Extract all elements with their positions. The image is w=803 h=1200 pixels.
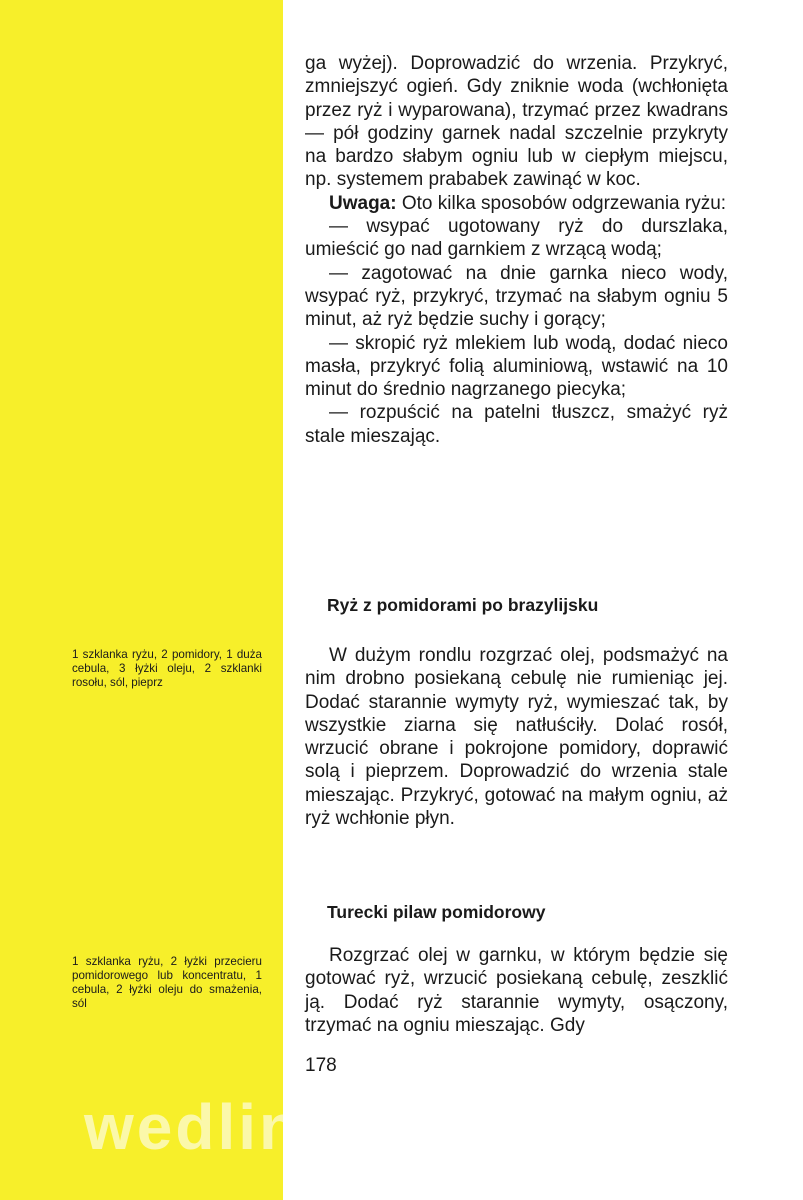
recipe-text: W dużym rondlu rozgrzać olej, podsmażyć na nim drobno posiekaną cebulę nie rumieniąc jej. Dodać starannie wymyty ryż, wymieszać tak, by wszystkie ziarna się natłuściły. Dolać rosół, wrzucić obrane i pokrojone pomidory, doprawić solą i pieprzem. Doprowadzić do wrzenia stale mieszając. Przykryć, gotować na małym ogniu, aż ryż wchłonie płyn. [305,645,728,830]
recipe-title-brazilian-rice: Ryż z pomidorami po brazylijsku [327,595,599,615]
tip-item: — wsypać ugotowany ryż do durszlaka, umieścić go nad garnkiem z wrzącą wodą; [305,216,728,261]
yellow-sidebar [0,0,283,1200]
page-number: 178 [305,1055,337,1076]
note-label: Uwaga: [329,192,397,214]
recipe-body-brazilian-rice [305,644,728,830]
tip-item: — skropić ryż mlekiem lub wodą, dodać nieco masła, przykryć folią aluminiową, wstawić na 10 minut do średnio nagrzanego piecyka; [305,332,728,401]
continuation-text: ga wyżej). Doprowadzić do wrzenia. Przykryć, zmniejszyć ogień. Gdy zniknie woda (wchłonięta przez ryż i wyparowana), trzymać przez kwadrans — pół godziny garnek nadal szczelnie przykryty na bardzo słabym ogniu lub w ciepłym miejscu, np. systemem prababek zawinąć w koc. [305,53,728,191]
note-paragraph [305,192,728,215]
continuation-block [305,52,728,448]
note-text: Oto kilka sposobów odgrzewania ryżu: [396,192,727,214]
recipe-title-turkish-pilaf: Turecki pilaw pomidorowy [327,902,546,922]
tip-item: — zagotować na dnie garnka nieco wody, wsypać ryż, przykryć, trzymać na słabym ogniu 5 minut, aż ryż będzie suchy i gorący; [305,262,728,331]
ingredients-list-2: 1 szklanka ryżu, 2 łyżki przecieru pomidorowego lub koncentratu, 1 cebula, 2 łyżki oleju do smażenia, sól [72,955,262,1010]
recipe-body-turkish-pilaf [305,944,728,1037]
recipe-text: Rozgrzać olej w garnku, w którym będzie się gotować ryż, wrzucić posiekaną cebulę, zeszklić ją. Dodać ryż starannie wymyty, osączony, trzymać na ogniu mieszając. Gdy [305,945,728,1036]
tip-item: — rozpuścić na patelni tłuszcz, smażyć ryż stale mieszając. [305,402,728,447]
watermark: wedlinydomowe.pl [84,1091,701,1163]
ingredients-list-1: 1 szklanka ryżu, 2 pomidory, 1 duża cebula, 3 łyżki oleju, 2 szklanki rosołu, sól, pieprz [72,648,262,689]
